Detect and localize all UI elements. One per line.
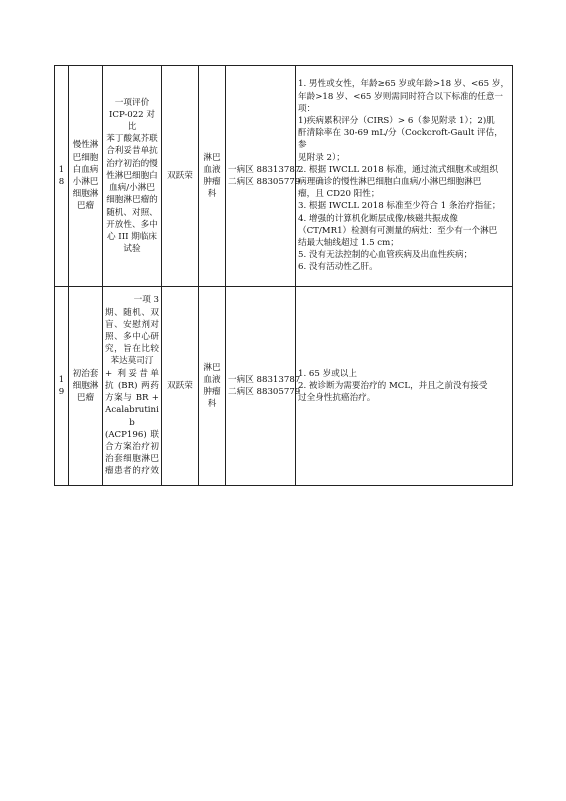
criteria-cell: 1. 男性或女性，年龄≥65 岁或年龄>18 岁、<65 岁， 年龄>18 岁、<65 岁则需同时符合以下标准的任意一 项： 1)疾病累积评分（CIRS）> 6（参见附录 1）；2)肌 酐清除率在 30-69 mL/分（Cockcroft-Gault 评估，参 见附录 2）； 2. 根据 IWCLL 2018 标准，通过流式细胞术或组织 病理确诊的慢性淋巴细胞白血病/小淋巴细胞淋巴 瘤，且 CD20 阳性； 3. 根据 IWCLL 2018 标准至少符合 1 条治疗指征； 4. 增强的计算机化断层成像/核磁共振成像 （CT/MR1）检测有可测量的病灶：至少有一个淋巴 结最大轴线超过 1.5 cm； 5. 没有无法控制的心血管疾病及出血性疾病； 6. 没有活动性乙肝。 — [296, 66, 513, 287]
phone-cell: 一病区 88313787 二病区 88305779 — [226, 66, 296, 287]
trials-table — [54, 65, 513, 486]
doctor-cell: 双跃荣 — [162, 66, 199, 287]
table-row — [55, 66, 513, 287]
phone-cell: 一病区 88313787 二病区 88305779 — [226, 287, 296, 486]
trial-title-cell: 一项 3 期、随机、双 盲、安慰剂对 照、多中心研 究，旨在比较 苯达莫司汀 + 利妥昔单 抗 (BR) 两药 方案与 BR + Acalabrutinib (ACP196) 联 合方案治疗初 治套细胞淋巴 瘤患者的疗效 — [103, 287, 162, 486]
row-number: 18 — [55, 66, 69, 287]
disease-cell: 慢性淋 巴细胞 白血病 小淋巴 细胞淋 巴瘤 — [69, 66, 103, 287]
department-cell: 淋巴 血液 肿瘤 科 — [199, 66, 226, 287]
criteria-cell: 1. 65 岁或以上 2. 被诊断为需要治疗的 MCL，并且之前没有接受 过全身性抗癌治疗。 — [296, 287, 513, 486]
doctor-cell: 双跃荣 — [162, 287, 199, 486]
trial-title-cell: 一项评价 ICP-022 对比 苯丁酸氮芥联 合利妥昔单抗 治疗初治的慢 性淋巴细胞白 血病/小淋巴 细胞淋巴瘤的 随机、对照、 开放性、多中 心 III 期临床 试验 — [103, 66, 162, 287]
row-number: 19 — [55, 287, 69, 486]
table-row — [55, 287, 513, 486]
disease-cell: 初治套 细胞淋 巴瘤 — [69, 287, 103, 486]
department-cell: 淋巴 血液 肿瘤 科 — [199, 287, 226, 486]
